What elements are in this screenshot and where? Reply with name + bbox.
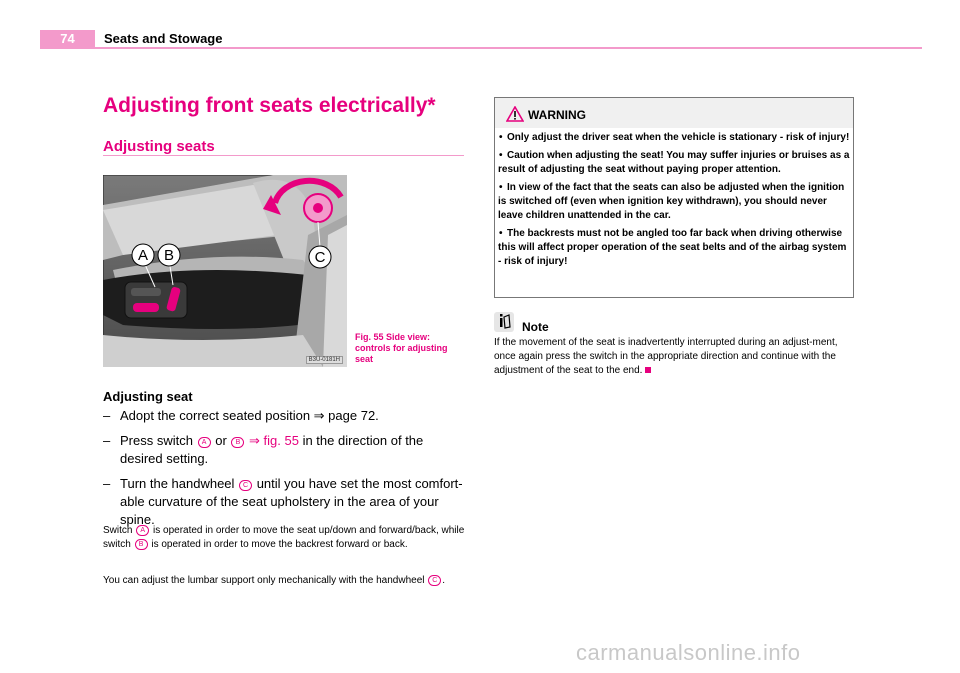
step-2-or: or	[215, 433, 227, 448]
step-2-pre: Press switch	[120, 433, 193, 448]
lumbar-explanation	[103, 574, 465, 588]
warning-item: • In view of the fact that the seats can also be adjusted when the ignition is switched off (even when ignition key withdrawn), you should never leave children unattended in the car.	[498, 181, 850, 223]
para1-pre: Switch	[103, 525, 133, 536]
warning-item-text: Caution when adjusting the seat! You may suffer injuries or bruises as a result of adjusting the seat without paying proper attention.	[498, 150, 850, 175]
switch-a-key: A	[136, 525, 149, 536]
warning-list	[498, 127, 850, 269]
step-1: – Adopt the correct seated position ⇒ page 72.	[103, 407, 468, 425]
note-title: Note	[522, 320, 549, 334]
procedure-title: Adjusting seat	[103, 389, 193, 404]
note-text	[494, 336, 856, 378]
watermark: carmanualsonline.info	[576, 640, 801, 665]
switch-a-key: A	[198, 437, 211, 448]
para2-end: .	[442, 575, 446, 586]
header-divider	[40, 47, 922, 49]
page-title: Adjusting front seats electrically*	[103, 94, 436, 117]
warning-icon	[506, 106, 524, 122]
callout-c: C	[314, 249, 326, 266]
end-mark	[645, 367, 651, 373]
switch-b-key: B	[231, 437, 244, 448]
section-title: Seats and Stowage	[104, 31, 223, 46]
warning-title: WARNING	[528, 108, 586, 122]
warning-item-text: In view of the fact that the seats can also be adjusted when the ignition is switched off (even when ignition key withdrawn), you should never leave children unattended in the car.	[498, 182, 845, 221]
warning-item-text: The backrests must not be angled too far back when driving otherwise this will affect proper operation of the seat belts and of the airbag system - risk of injury!	[498, 228, 847, 267]
note-icon	[494, 312, 514, 332]
warning-item-text: Only adjust the driver seat when the vehicle is stationary - risk of injury!	[507, 132, 850, 143]
seat-controls-figure	[103, 175, 347, 367]
step-3: – Turn the handwheel C until you have set the most comfort-able curvature of the seat upholstery in the area of your spine.	[103, 476, 463, 527]
callout-b: B	[163, 247, 175, 264]
warning-item: • Only adjust the driver seat when the vehicle is stationary - risk of injury!	[499, 132, 850, 143]
para1-mid: is operated in order to move the seat up/down and forward/back, while switch	[103, 525, 465, 550]
callout-a: A	[137, 247, 149, 264]
para2-text: You can adjust the lumbar support only mechanically with the handwheel	[103, 575, 425, 586]
step-2-post: in the direction of the desired setting.	[120, 433, 424, 466]
subsection-title: Adjusting seats	[103, 138, 215, 155]
handwheel-c-key: C	[428, 575, 441, 586]
switch-explanation	[103, 524, 465, 552]
step-2: – Press switch A or B ⇒ fig. 55 in the direction of the desired setting.	[103, 433, 424, 466]
figure-caption: Fig. 55 Side view: controls for adjusting seat	[355, 332, 448, 364]
step-3-post: until you have set the most comfort-able curvature of the seat upholstery in the area of your spine.	[120, 476, 463, 527]
para1-post: is operated in order to move the backrest forward or back.	[151, 539, 408, 550]
warning-header	[495, 98, 853, 128]
subsection-divider	[103, 155, 464, 156]
seat-illustration	[103, 175, 347, 367]
warning-box	[494, 97, 854, 298]
step-1-text: Adopt the correct seated position ⇒ page 72.	[120, 408, 379, 423]
warning-item: • The backrests must not be angled too far back when driving otherwise this will affect proper operation of the seat belts and of the airbag system - risk of injury!	[498, 227, 850, 269]
warning-item: • Caution when adjusting the seat! You may suffer injuries or bruises as a result of adjusting the seat without paying proper attention.	[498, 150, 850, 175]
switch-b-key: B	[135, 539, 148, 550]
note-body: If the movement of the seat is inadvertently interrupted during an adjust-ment, once again press the switch in the appropriate direction and continue with the adjustment of the seat to the end.	[494, 337, 838, 376]
figure-code: B3U-0181H	[306, 356, 343, 364]
page-number: 74	[40, 30, 95, 47]
fig-reference-link[interactable]: ⇒ fig. 55	[249, 433, 299, 448]
step-3-pre: Turn the handwheel	[120, 476, 235, 491]
handwheel-c-key: C	[239, 480, 252, 491]
